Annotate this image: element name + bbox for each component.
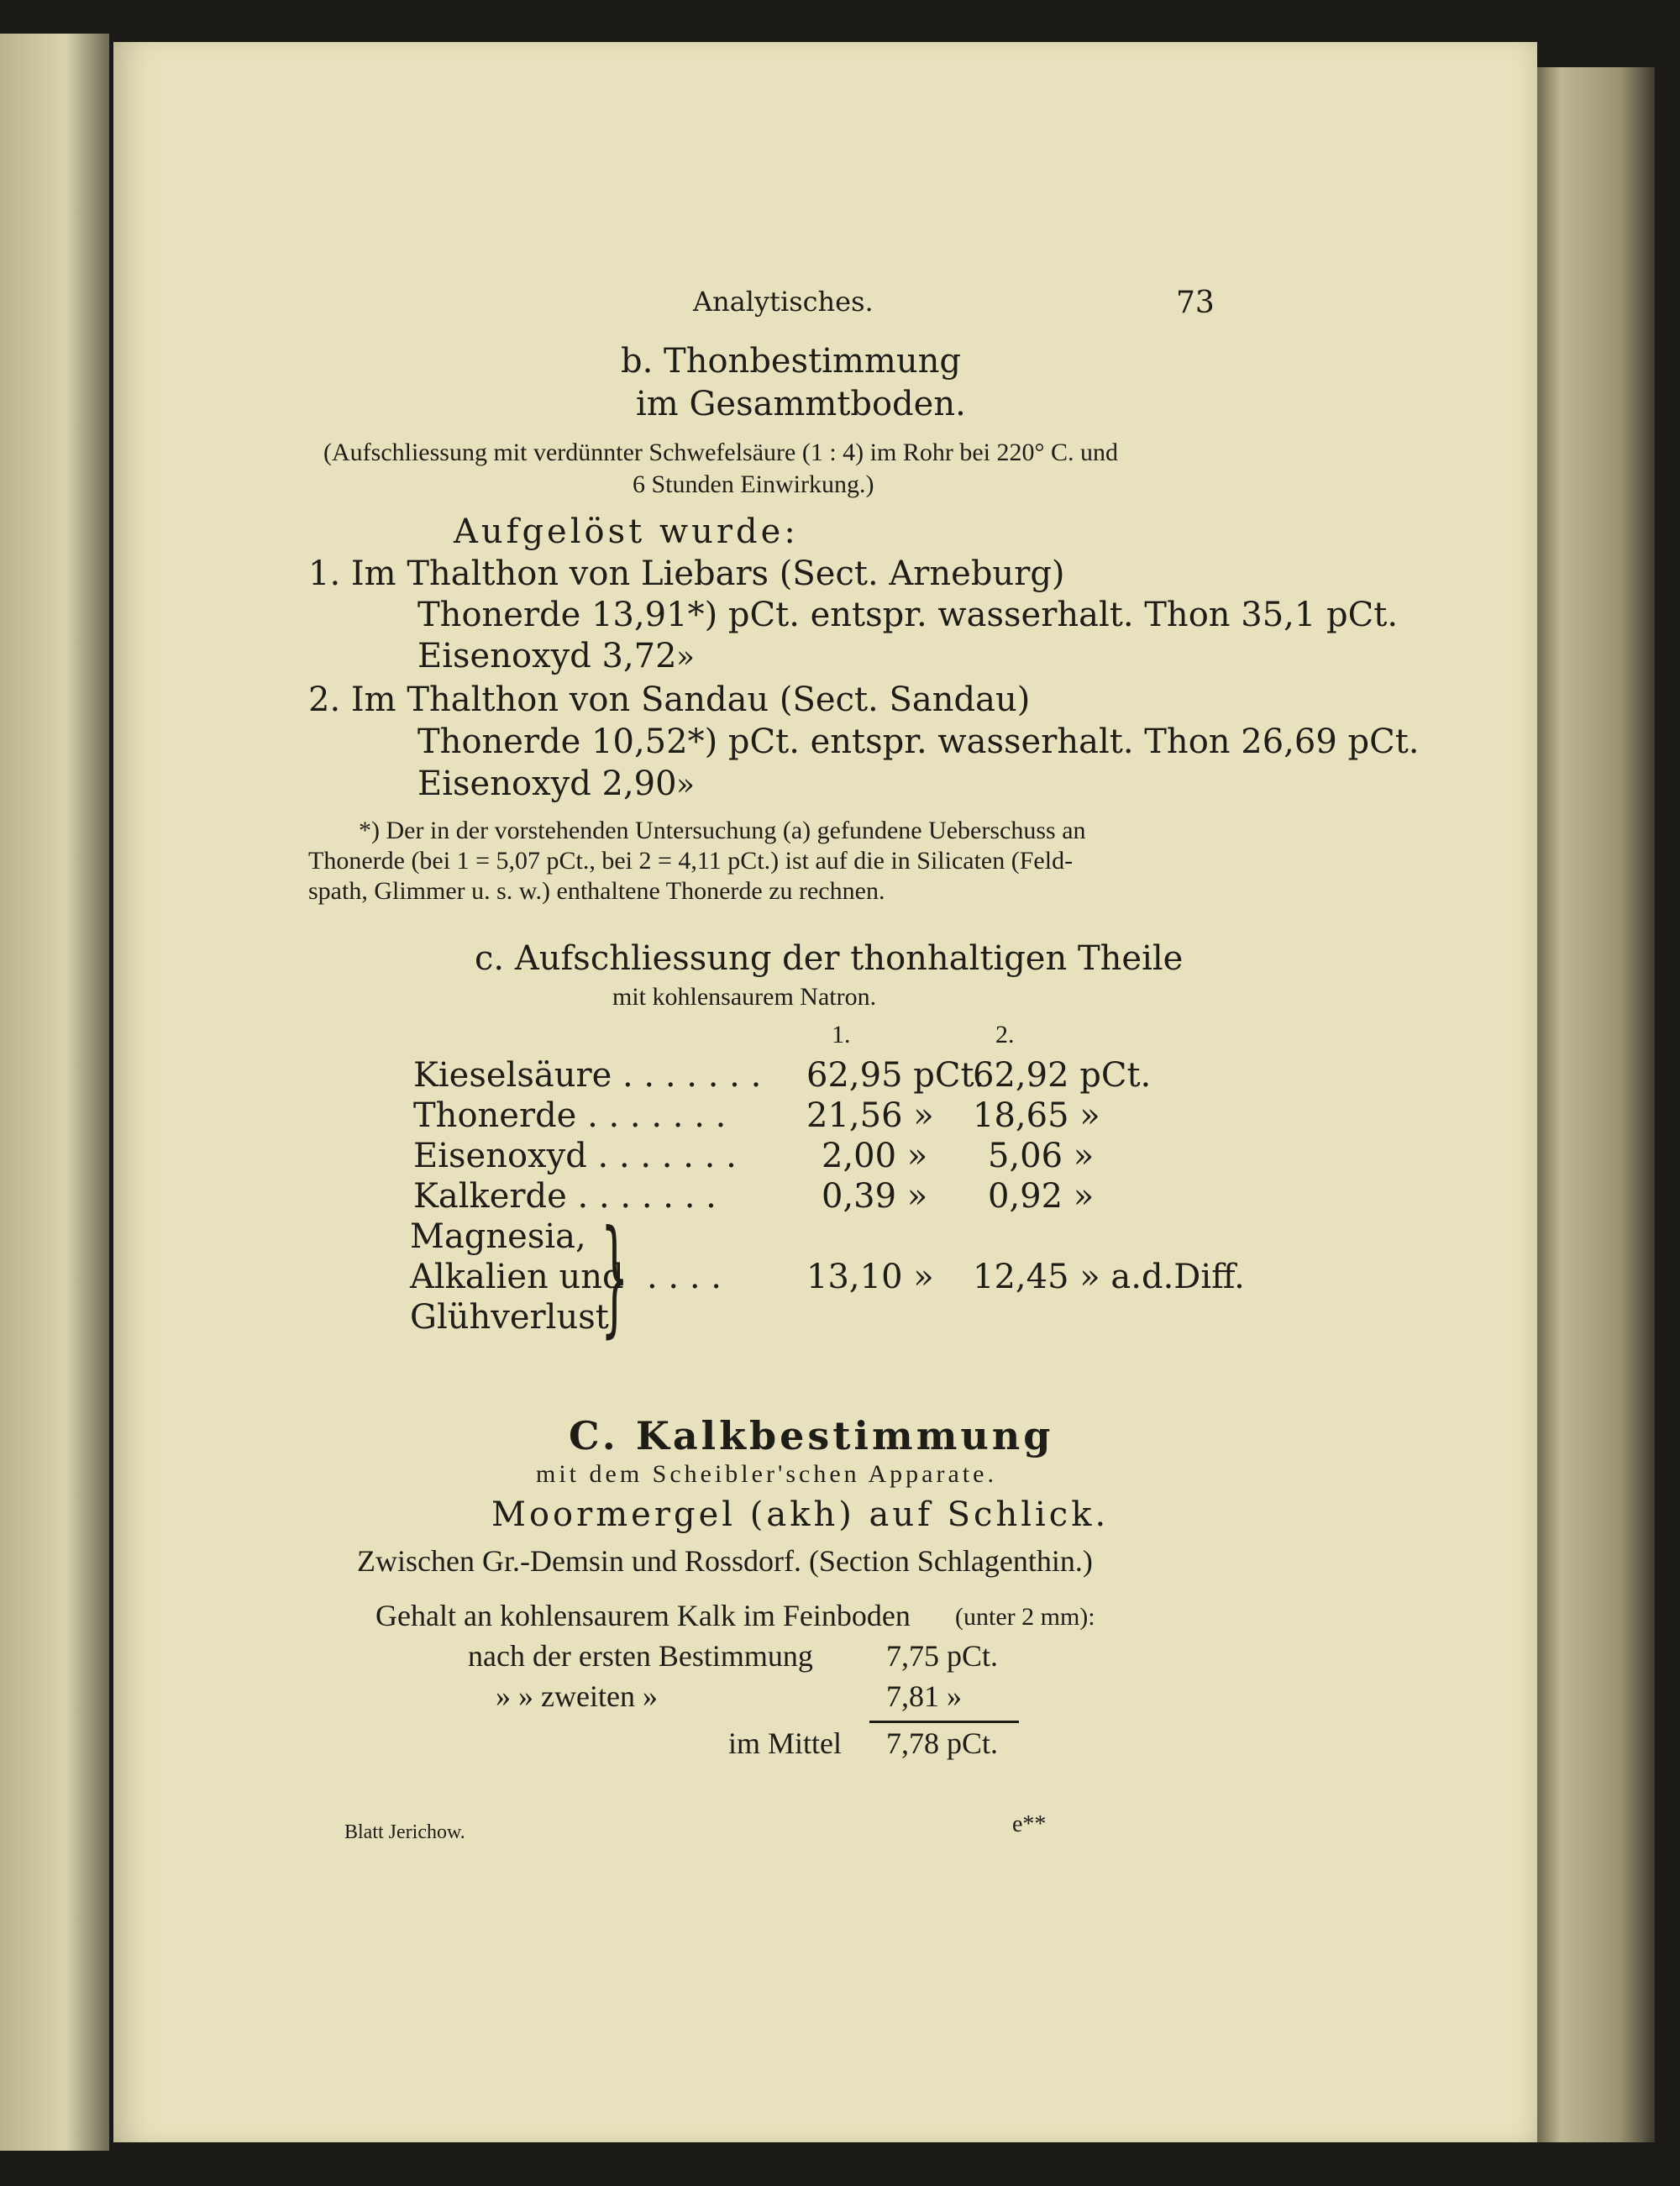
group-label-gluehverlust: Glühverlust xyxy=(410,1298,609,1337)
section-b-note-line1: (Aufschliessung mit verdünnter Schwefelsäure (1 : 4) im Rohr bei 220° C. und xyxy=(323,439,1118,466)
left-page-edge xyxy=(0,34,109,2151)
section-b-subheading: im Gesammtboden. xyxy=(636,385,966,423)
curly-brace-icon: } xyxy=(601,1204,629,1350)
content-label: Gehalt an kohlensaurem Kalk im Feinboden xyxy=(375,1599,911,1632)
table-row-value-2: 5,06 » xyxy=(988,1137,1095,1175)
item1-line1: Thonerde 13,91*) pCt. entspr. wasserhalt. Thon 35,1 pCt. xyxy=(417,596,1399,634)
group-label-alkalien: Alkalien und xyxy=(410,1258,624,1296)
section-c-subheading: mit kohlensaurem Natron. xyxy=(612,983,877,1011)
mean-label: im Mittel xyxy=(728,1726,842,1760)
signature-mark: e** xyxy=(1012,1811,1047,1837)
table-row-label: Thonerde . . . . . . . xyxy=(413,1096,727,1135)
footnote-line2: Thonerde (bei 1 = 5,07 pCt., bei 2 = 4,11 pCt.) ist auf die in Silicaten (Feld- xyxy=(308,847,1074,875)
mean-value: 7,78 pCt. xyxy=(886,1726,999,1760)
section-C-subheading: mit dem Scheibler'schen Apparate. xyxy=(536,1460,997,1488)
section-b-heading: b. Thonbestimmung xyxy=(621,342,961,381)
group-label-magnesia: Magnesia, xyxy=(410,1217,586,1256)
dissolved-intro: Aufgelöst wurde: xyxy=(454,512,799,551)
item1-title: 1. Im Thalthon von Liebars (Sect. Arneburg) xyxy=(308,554,1065,593)
item2-title: 2. Im Thalthon von Sandau (Sect. Sandau) xyxy=(308,680,1031,719)
running-head-title: Analytisches. xyxy=(693,286,874,318)
section-b-note-line2: 6 Stunden Einwirkung.) xyxy=(633,470,874,498)
table-row-value-1: 2,00 » xyxy=(822,1137,928,1175)
table-row-label: Eisenoxyd . . . . . . . xyxy=(413,1137,737,1175)
measurement-2-value: 7,81 » xyxy=(886,1679,962,1713)
item1-line2-label: Eisenoxyd 3,72 xyxy=(417,637,677,675)
table-row-label: Kieselsäure . . . . . . . xyxy=(413,1056,762,1095)
section-C-heading: C. Kalkbestimmung xyxy=(569,1413,1054,1458)
table-row-value-1: 0,39 » xyxy=(822,1177,928,1216)
content-note: (unter 2 mm): xyxy=(955,1603,1095,1631)
column-header-1: 1. xyxy=(832,1021,851,1048)
footnote-line3: spath, Glimmer u. s. w.) enthaltene Thonerde zu rechnen. xyxy=(308,877,885,905)
group-value-1: 13,10 » xyxy=(806,1258,934,1296)
section-c-heading: c. Aufschliessung der thonhaltigen Theile xyxy=(475,939,1184,978)
item2-line2-mark: » xyxy=(676,768,696,802)
measurement-1-value: 7,75 pCt. xyxy=(886,1639,999,1673)
sample-name: Moormergel (akh) auf Schlick. xyxy=(491,1495,1110,1534)
sheet-name: Blatt Jerichow. xyxy=(344,1821,465,1843)
table-row-value-2: 62,92 pCt. xyxy=(973,1056,1152,1095)
table-row-value-2: 18,65 » xyxy=(973,1096,1100,1135)
measurement-2-label: » » zweiten » xyxy=(496,1679,658,1713)
footnote-line1: *) Der in der vorstehenden Untersuchung (a) gefundene Ueberschuss an xyxy=(359,817,1086,844)
table-row-value-2: 0,92 » xyxy=(988,1177,1095,1216)
group-dots: . . . . xyxy=(647,1258,722,1296)
measurement-1-label: nach der ersten Bestimmung xyxy=(468,1639,813,1673)
right-page-edge xyxy=(1537,67,1655,2142)
table-row-label: Kalkerde . . . . . . . xyxy=(413,1177,717,1216)
book-page xyxy=(113,42,1537,2142)
item2-line2-label: Eisenoxyd 2,90 xyxy=(417,765,677,803)
column-header-2: 2. xyxy=(995,1021,1015,1048)
sum-rule xyxy=(869,1721,1019,1723)
table-row-value-1: 21,56 » xyxy=(806,1096,934,1135)
item2-line1: Thonerde 10,52*) pCt. entspr. wasserhalt. Thon 26,69 pCt. xyxy=(417,723,1420,761)
item1-line2-mark: » xyxy=(676,640,696,675)
group-value-2: 12,45 » a.d.Diff. xyxy=(973,1258,1245,1296)
sample-location: Zwischen Gr.-Demsin und Rossdorf. (Section Schlagenthin.) xyxy=(357,1544,1093,1578)
table-row-value-1: 62,95 pCt. xyxy=(806,1056,985,1095)
page-number: 73 xyxy=(1176,286,1215,320)
